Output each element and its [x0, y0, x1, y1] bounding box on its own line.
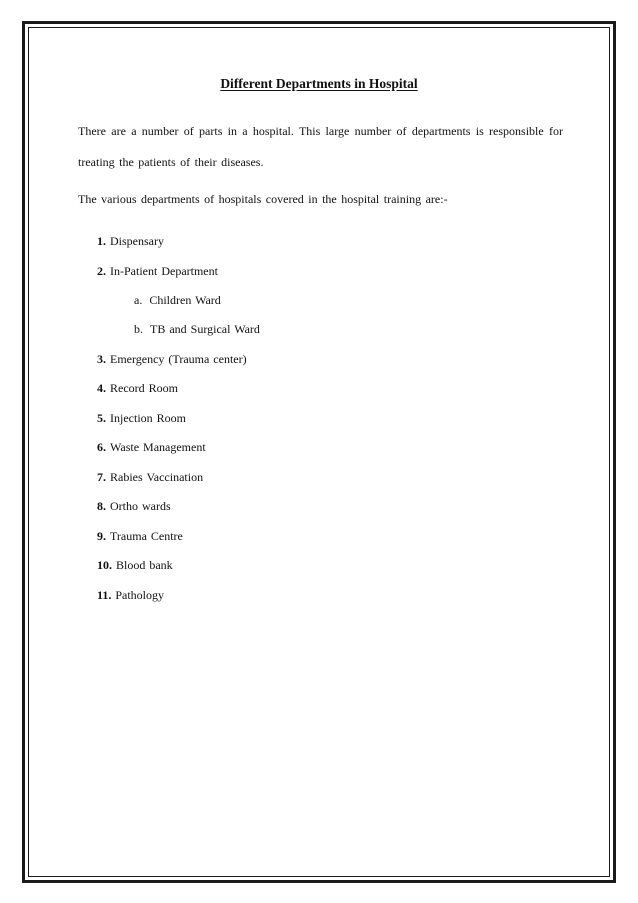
sublist-item-b [134, 322, 260, 337]
list-item-label: Ortho wards [110, 499, 171, 513]
list-item-label: Waste Management [110, 440, 206, 454]
list-item-number: 9. [97, 529, 106, 543]
list-item-6 [97, 440, 206, 455]
departments-intro: The various departments of hospitals covered in the hospital training are:- [78, 192, 448, 206]
list-item-7 [97, 470, 203, 485]
list-item-number: 6. [97, 440, 106, 454]
intro-paragraph-line-1: There are a number of parts in a hospital. This large number of departments is responsible for [78, 124, 563, 138]
list-item-number: 3. [97, 352, 106, 366]
list-item-5 [97, 411, 186, 426]
page-title: Different Departments in Hospital [220, 76, 418, 91]
list-item-number: 1. [97, 234, 106, 248]
list-item-2 [97, 264, 218, 279]
list-item-label: Dispensary [110, 234, 164, 248]
list-item-number: 8. [97, 499, 106, 513]
list-item-label: Record Room [110, 381, 178, 395]
sublist-item-a [134, 293, 221, 308]
sublist-item-label: TB and Surgical Ward [150, 322, 260, 336]
list-item-number: 5. [97, 411, 106, 425]
list-item-number: 4. [97, 381, 106, 395]
list-item-label: In-Patient Department [110, 264, 218, 278]
intro-paragraph-line-2: treating the patients of their diseases. [78, 155, 264, 169]
list-item-9 [97, 529, 183, 544]
sublist-item-letter: b. [134, 322, 143, 336]
list-item-number: 11. [97, 588, 112, 602]
sublist-item-label: Children Ward [149, 293, 221, 307]
list-item-label: Pathology [115, 588, 165, 602]
list-item-10 [97, 558, 173, 573]
list-item-8 [97, 499, 171, 514]
list-item-number: 2. [97, 264, 106, 278]
list-item-label: Injection Room [110, 411, 186, 425]
list-item-label: Emergency (Trauma center) [110, 352, 247, 366]
list-item-number: 7. [97, 470, 106, 484]
list-item-1 [97, 234, 164, 249]
list-item-3 [97, 352, 247, 367]
sublist-item-letter: a. [134, 293, 143, 307]
list-item-11 [97, 588, 164, 603]
list-item-number: 10. [97, 558, 112, 572]
list-item-label: Trauma Centre [110, 529, 183, 543]
list-item-label: Rabies Vaccination [110, 470, 204, 484]
list-item-label: Blood bank [116, 558, 173, 572]
list-item-4 [97, 381, 178, 396]
